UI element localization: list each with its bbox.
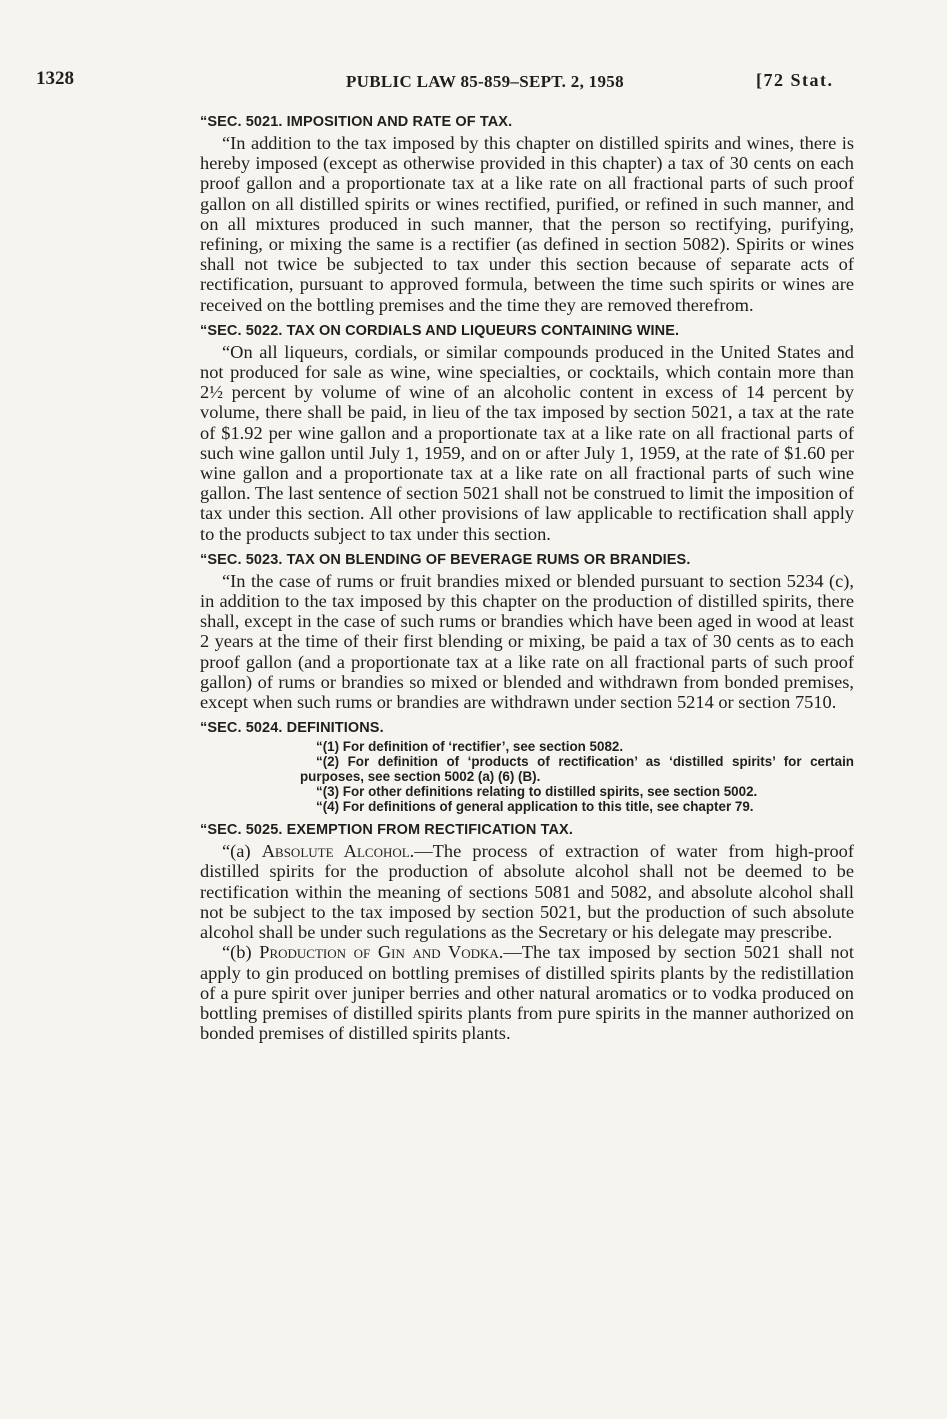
document-body xyxy=(200,114,854,1043)
section-heading-5025: “SEC. 5025. EXEMPTION FROM RECTIFICATION TAX. xyxy=(200,822,573,839)
section-heading-5024: “SEC. 5024. DEFINITIONS. xyxy=(200,720,384,737)
subsection-b-prefix: “(b) xyxy=(222,942,260,963)
subsection-b-text: —The tax imposed by section 5021 shall not apply to gin produced on bottling premises of distilled spirits plants by the redistillation of a pure spirit over juniper berries and other natural aromatics or to vodka produced on bottling premises of distilled spirits plants from pure spirits in the manner authorized on bonded premises of distilled spirits plants. xyxy=(200,942,854,1044)
subsection-a-title: Absolute Alcohol. xyxy=(261,841,415,862)
section-text-5021: “In addition to the tax imposed by this chapter on distilled spirits and wines, there is hereby imposed (except as otherwise provided in this chapter) a tax of 30 cents on each proof gallon and a proportionate tax at a like rate on all fractional parts of such proof gallon on all distilled spirits or wines rectified, purified, or refined in such manner, and on all mixtures produced in such manner, that the person so rectifying, purifying, refining, or mixing the same is a rectifier (as defined in section 5082). Spirits or wines shall not twice be subjected to tax under this section because of separate acts of rectification, pursuant to approved formula, between the time such spirits or wines are received on the bottling premises and the time they are removed therefrom. xyxy=(200,133,854,315)
section-heading-5021: “SEC. 5021. IMPOSITION AND RATE OF TAX. xyxy=(200,114,513,130)
definition-note-3: “(3) For other definitions relating to distilled spirits, see section 5002. xyxy=(316,784,758,800)
definition-note-4: “(4) For definitions of general application to this title, see chapter 79. xyxy=(316,799,754,815)
section-text-5022: “On all liqueurs, cordials, or similar compounds produced in the United States and not produced for sale as wine, wine specialties, or cocktails, which contain more than 2½ percent by volume of wine of an alcoholic content in excess of 14 percent by volume, there shall be paid, in lieu of the tax imposed by section 5021, a tax at the rate of $1.92 per wine gallon and a proportionate tax at a like rate on all fractional parts of such wine gallon until July 1, 1959, and on or after July 1, 1959, at the rate of $1.60 per wine gallon and a proportionate tax at a like rate on all fractional parts of such wine gallon. The last sentence of section 5021 shall not be construed to limit the imposition of tax under this section. All other provisions of law applicable to rectification shall apply to the products subject to tax under this section. xyxy=(200,341,854,544)
statute-reference: [72 Stat. xyxy=(756,70,834,90)
subsection-b xyxy=(200,942,854,1043)
subsection-a-prefix: “(a) xyxy=(222,841,262,862)
subsection-a xyxy=(200,841,854,942)
running-head: PUBLIC LAW 85-859–SEPT. 2, 1958 xyxy=(346,72,624,91)
page-number: 1328 xyxy=(36,68,74,89)
section-heading-5023: “SEC. 5023. TAX ON BLENDING OF BEVERAGE RUMS OR BRANDIES. xyxy=(200,551,691,568)
section-heading-5022: “SEC. 5022. TAX ON CORDIALS AND LIQUEURS CONTAINING WINE. xyxy=(200,322,680,339)
definition-note-2: “(2) For definition of ‘products of rectification’ as ‘distilled spirits’ for certain purposes, see section 5002 (a) (6) (B). xyxy=(300,754,854,785)
subsection-a-text: —The process of extraction of water from high-proof distilled spirits for the production of absolute alcohol shall not be deemed to be rectification within the meaning of sections 5081 and 5082, and absolute alcohol shall not be subject to the tax imposed by section 5021, but the production of such absolute alcohol shall be under such regulations as the Secretary or his delegate may prescribe. xyxy=(200,841,854,943)
section-text-5023: “In the case of rums or fruit brandies mixed or blended pursuant to section 5234 (c), in addition to the tax imposed by this chapter on the production of distilled spirits, there shall, except in the case of such rums or brandies which have been aged in wood at least 2 years at the time of their first blending or mixing, be paid a tax of 30 cents as to each proof gallon (and a proportionate tax at a like rate on all fractional parts of such proof gallon) of rums or brandies so mixed or blended and withdrawn from bonded premises, except when such rums or brandies are withdrawn under section 5214 or section 7510. xyxy=(200,570,854,713)
subsection-b-title: Production of Gin and Vodka. xyxy=(259,942,504,963)
definition-note-1: “(1) For definition of ‘rectifier’, see section 5082. xyxy=(316,739,624,755)
